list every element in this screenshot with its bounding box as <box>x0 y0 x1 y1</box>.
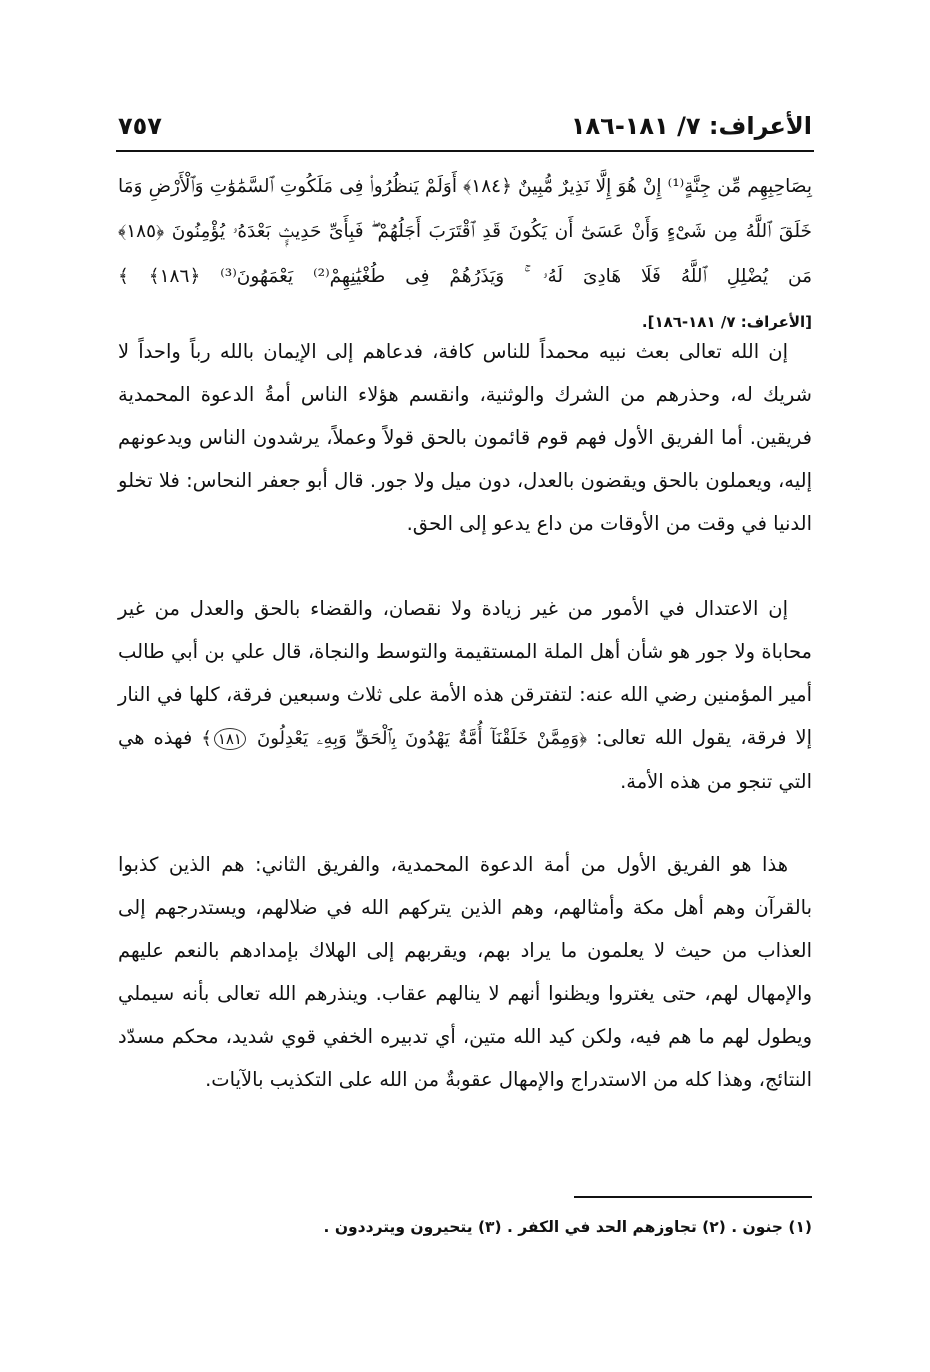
verse-line-2: وَمَا خَلَقَ ٱللَّهُ مِن شَىْءٍ وَأَنْ عَسَىٰٓ أَن يَكُونَ قَدِ ٱقْتَرَبَ أَجَلُهُمْ ۖ فَبِأَىِّ حَدِيثٍۭ بَعْدَهُۥ يُؤْمِنُونَ ﴿١٨٥﴾ مَن <box>118 176 812 287</box>
paragraph-3-text: هذا هو الفريق الأول من أمة الدعوة المحمدية، والفريق الثاني: هم الذين كذبوا بالقرآن وهم أهل مكة وأمثالهم، وهم الذين يتركهم الله في ضلالهم، ويستدرجهم إلى العذاب من حيث لا يعلمون ما يراد بهم، ويقربهم إلى الهلاك بإمدادهم بالنعم عليهم والإمهال لهم، حتى يغتروا ويظنوا أنهم لا ينالهم عقاب. وينذرهم الله تعالى بأنه سيملي ويطول لهم ما هم فيه، ولكن كيد الله متين، أي تدبيره الخفي قوي شديد، محكم مسدّد النتائج، وهذا كله من الاستدراج والإمهال عقوبةٌ من الله على التكذيب بالآيات. <box>118 853 812 1091</box>
paragraph-2-conclusion: فهذه هي التي تنجو من هذه الأمة. <box>118 726 812 793</box>
footnote-divider <box>574 1196 812 1198</box>
verse-reference: [الأعراف: ٧/ ١٨١-١٨٦]. <box>641 313 812 331</box>
page-number: ٧٥٧ <box>118 112 162 140</box>
paragraph-1 <box>118 330 812 545</box>
running-header <box>118 112 812 148</box>
inline-quran-quote: ﴿وَمِمَّنْ خَلَقْنَآ أُمَّةٌ يَهْدُونَ بِٱلْحَقِّ وَبِهِۦ يَعْدِلُونَ <box>256 728 588 749</box>
quran-verses <box>118 164 812 345</box>
chapter-title: الأعراف: ٧/ ١٨١-١٨٦ <box>570 112 812 140</box>
verse-line-1: بِصَاحِبِهِم مِّن جِنَّةٍ⁽¹⁾ إِنْ هُوَ إِلَّا نَذِيرٌ مُّبِينٌ ﴿١٨٤﴾ أَوَلَمْ يَنظُرُوا۟ فِى مَلَكُوتِ ٱلسَّمَٰوَٰتِ وَٱلْأَرْضِ <box>148 176 812 197</box>
header-divider <box>116 150 814 152</box>
ayah-number-marker: ١٨١ <box>214 728 246 750</box>
quote-close-bracket: ﴾ <box>201 728 212 749</box>
verse-line-3: يُضْلِلِ ٱللَّهُ فَلَا هَادِىَ لَهُۥ ۚ وَيَذَرُهُمْ فِى طُغْيَٰنِهِمْ⁽²⁾ يَعْمَهُونَ⁽³⁾ ﴿١٨٦﴾ ﴾ <box>118 266 769 287</box>
footnotes: (١) جنون . (٢) تجاوزهم الحد في الكفر . (٣) يتحيرون ويترددون . <box>323 1218 812 1236</box>
paragraph-3 <box>118 843 812 1101</box>
paragraph-2-text: إن الاعتدال في الأمور من غير زيادة ولا نقصان، والقضاء بالحق والعدل من غير محاباة ولا جور هو شأن أهل الملة المستقيمة والتوسط والنجاة، قال علي بن أبي طالب أمير المؤمنين رضي الله عنه: لتفترقن هذه الأمة على ثلاث وسبعين فرقة، كلها في النار إلا فرقة، يقول الله تعالى: <box>118 597 812 749</box>
paragraph-2 <box>118 587 812 803</box>
paragraph-1-text: إن الله تعالى بعث نبيه محمداً للناس كافة، فدعاهم إلى الإيمان بالله رباً واحداً لا شريك له، وحذرهم من الشرك والوثنية، وانقسم هؤلاء الناس أمةُ الدعوة المحمدية فريقين. أما الفريق الأول فهم قوم قائمون بالحق قولاً وعملاً، يرشدون الناس ويدعونهم إليه، ويعملون بالحق ويقضون بالعدل، دون ميل ولا جور. قال أبو جعفر النحاس: فلا تخلو الدنيا في وقت من الأوقات من داع يدعو إلى الحق. <box>118 340 812 535</box>
